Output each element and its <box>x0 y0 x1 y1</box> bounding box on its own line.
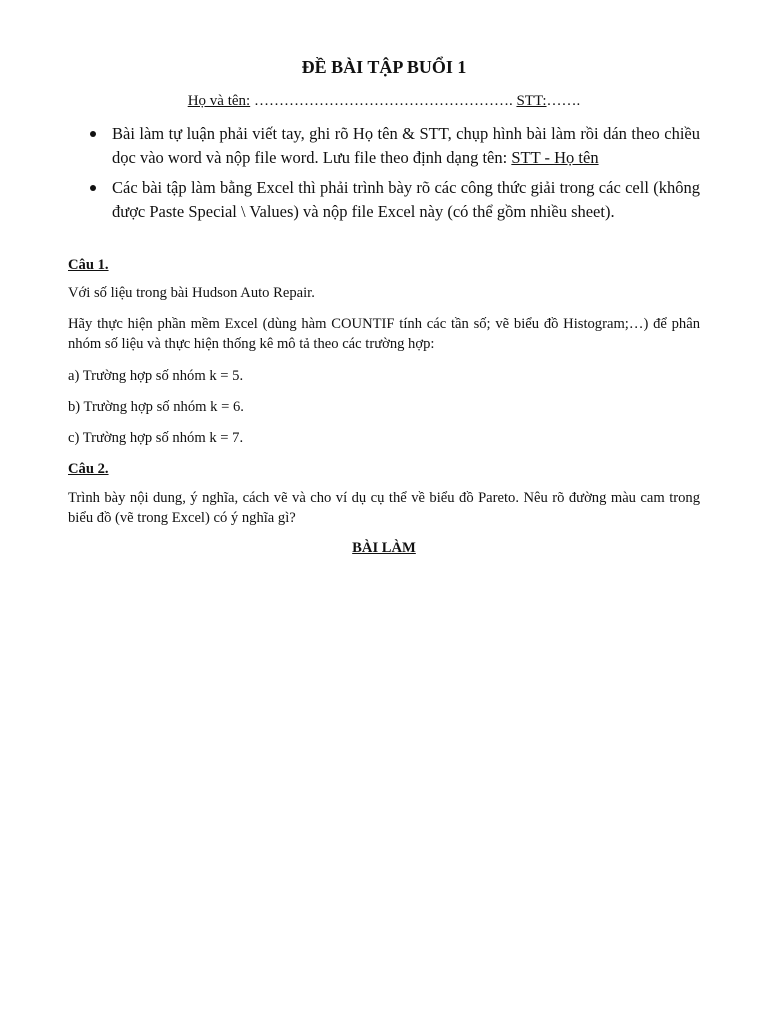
instruction-item <box>68 122 700 169</box>
instruction-text: Các bài tập làm bằng Excel thì phải trình bày rõ các công thức giải trong các cell (không được Paste Special \ Values) và nộp file Excel này (có thể gồm nhiều sheet). <box>112 178 700 221</box>
student-info-line <box>68 93 700 110</box>
document-page <box>68 0 700 1024</box>
document-title: ĐỀ BÀI TẬP BUỔI 1 <box>301 57 467 77</box>
answer-heading: BÀI LÀM <box>352 540 416 556</box>
stt-blank: ……. <box>546 93 581 109</box>
question-1-case: a) Trường hợp số nhóm k = 5. <box>68 368 244 384</box>
stt-label: STT: <box>516 93 547 109</box>
question-1-case: c) Trường hợp số nhóm k = 7. <box>68 430 244 446</box>
file-name-format: STT - Họ tên <box>511 147 599 167</box>
question-2-text: Trình bày nội dung, ý nghĩa, cách vẽ và cho ví dụ cụ thể về biểu đồ Pareto. Nêu rõ đường màu cam trong biểu đồ (vẽ trong Excel) có ý nghĩa gì? <box>68 490 700 526</box>
instruction-list <box>68 122 700 230</box>
instruction-item <box>68 176 700 223</box>
question-1-line: Với số liệu trong bài Hudson Auto Repair. <box>68 285 315 301</box>
question-1-case: b) Trường hợp số nhóm k = 6. <box>68 399 244 415</box>
bullet-icon <box>90 185 96 191</box>
bullet-icon <box>90 131 96 137</box>
question-1-line: Hãy thực hiện phần mềm Excel (dùng hàm COUNTIF tính các tần số; vẽ biểu đồ Histogram;…) để phân nhóm số liệu và thực hiện thống kê mô tả theo các trường hợp: <box>68 316 700 352</box>
question-1-heading: Câu 1. <box>68 257 109 273</box>
instruction-text: Bài làm tự luận phải viết tay, ghi rõ Họ tên & STT, chụp hình bài làm rồi dán theo chiều dọc vào word và nộp file word. Lưu file theo định dạng tên: <box>112 124 700 167</box>
name-label: Họ và tên: <box>187 93 251 109</box>
question-2-heading: Câu 2. <box>68 461 109 477</box>
name-blank: ……………………………………………. <box>250 93 517 109</box>
